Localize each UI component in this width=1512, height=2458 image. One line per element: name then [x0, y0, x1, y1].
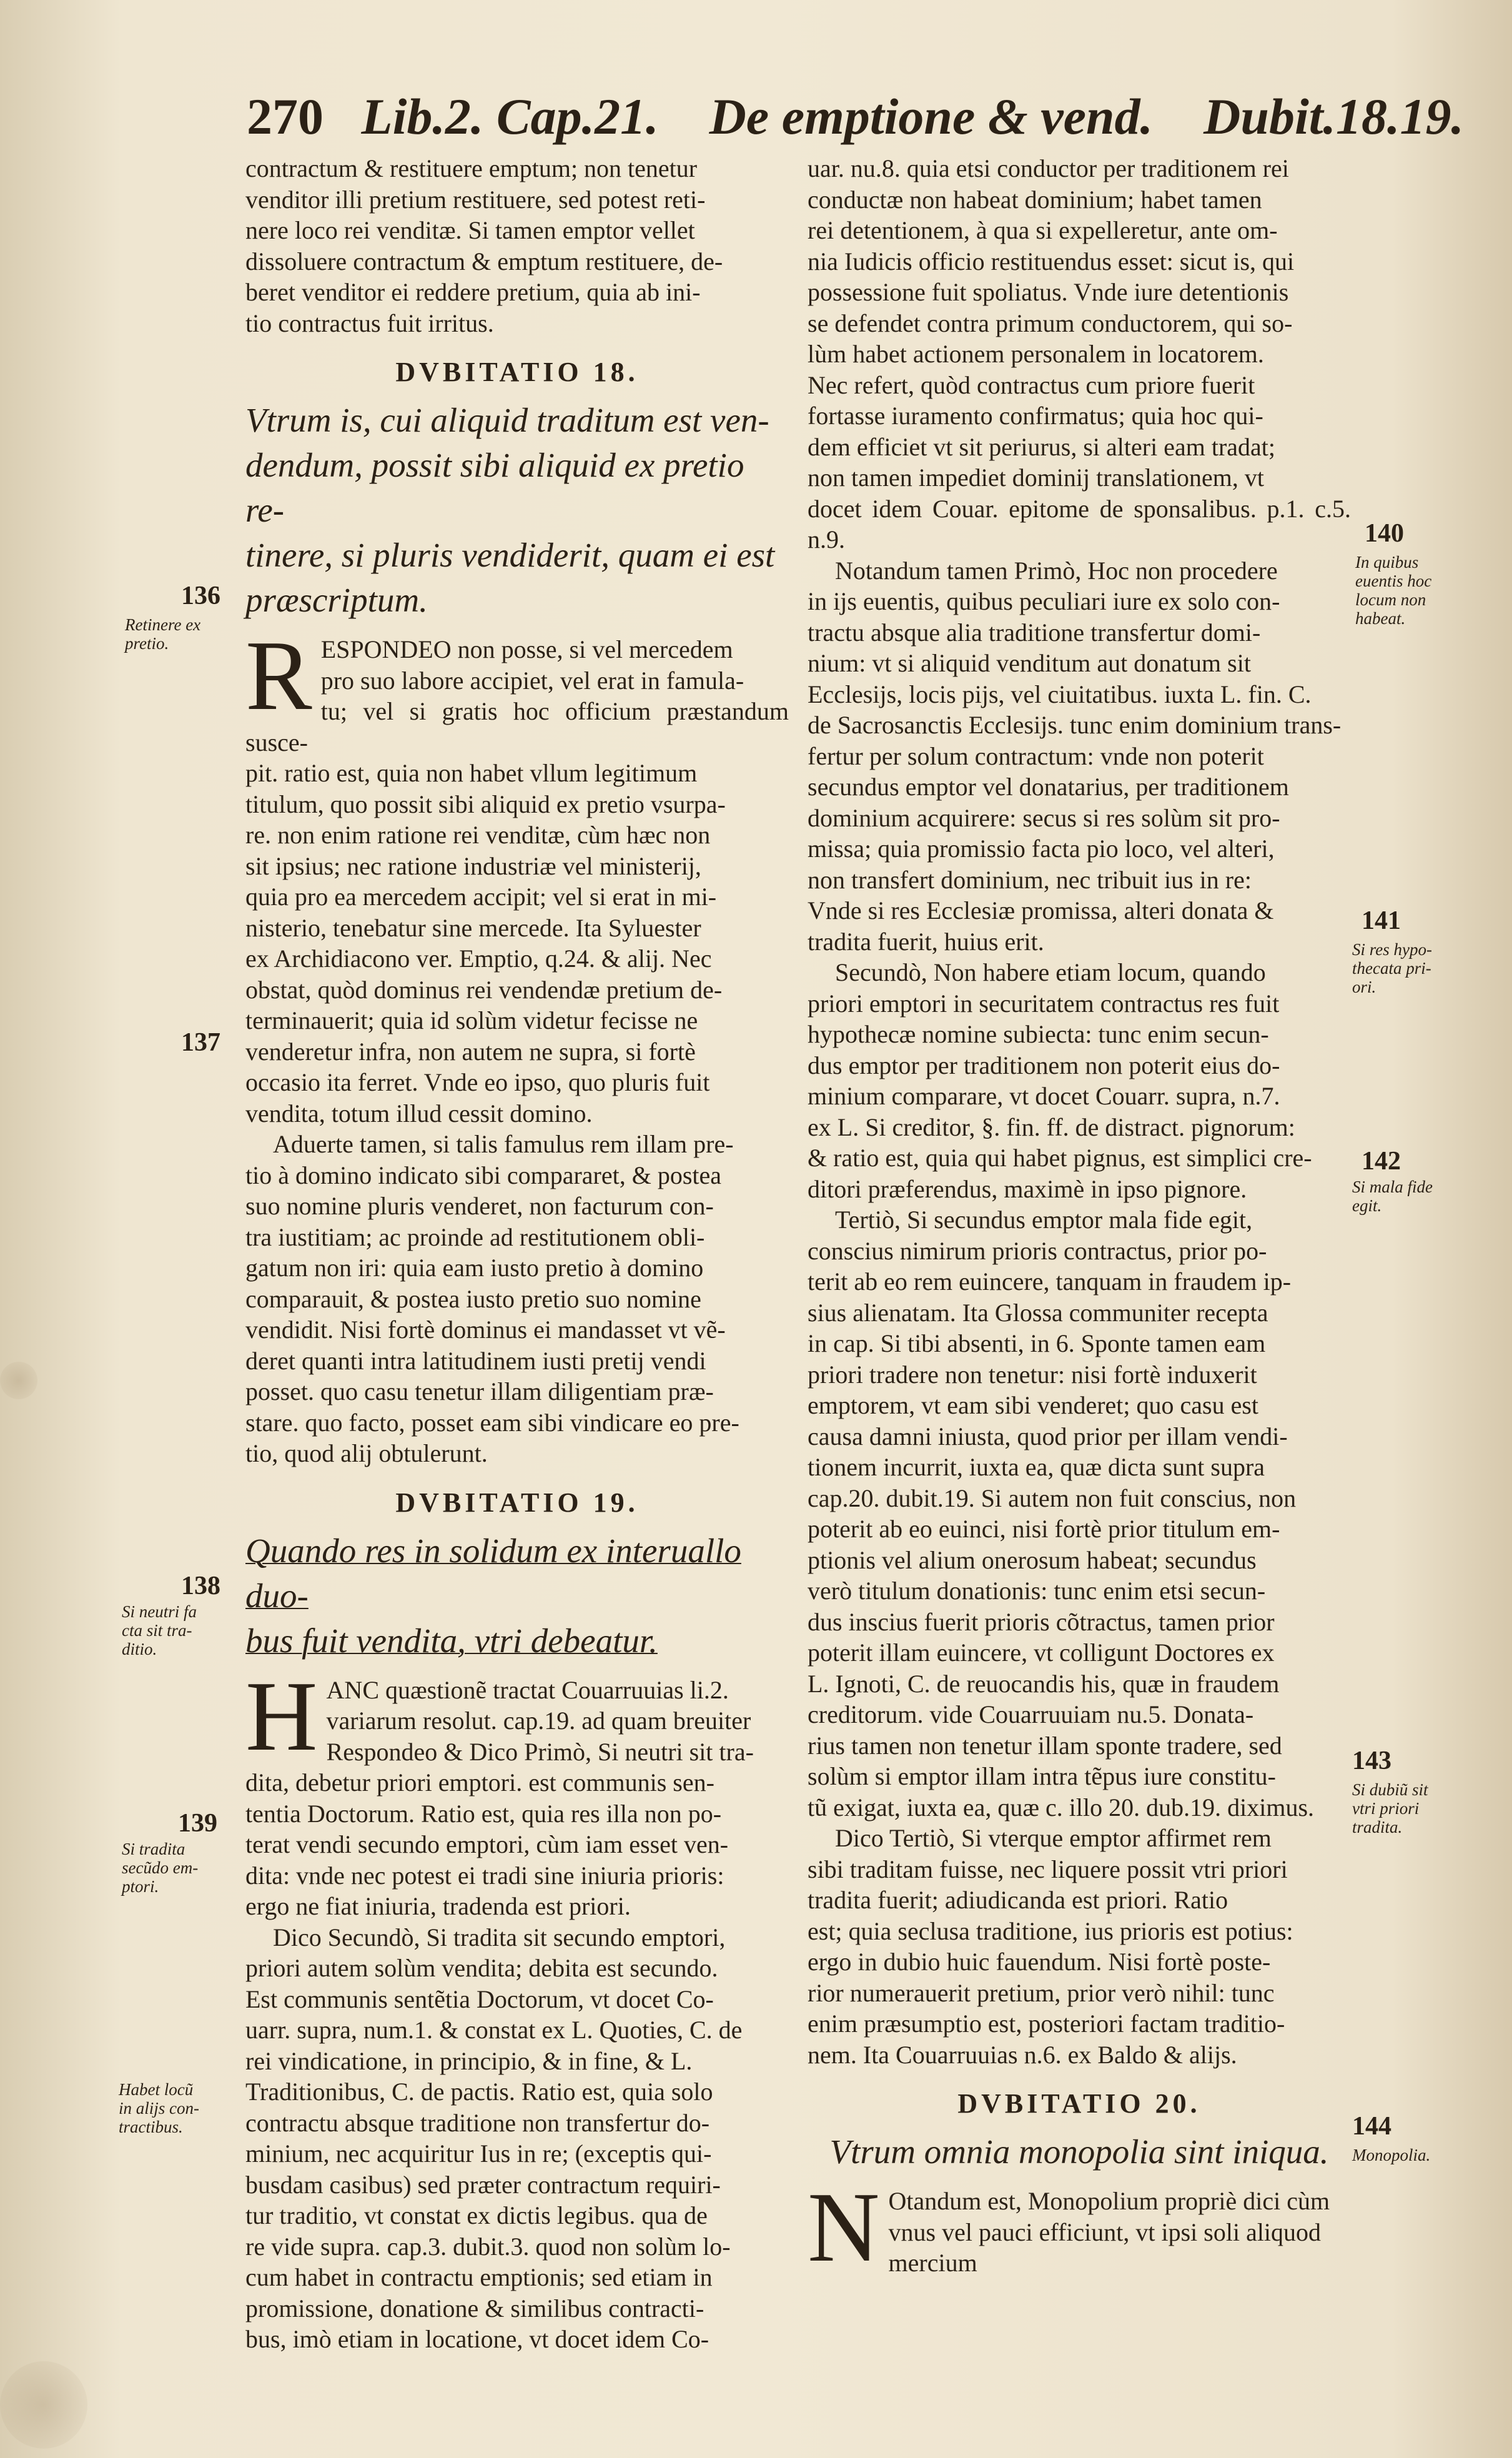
paragraph: ESPONDEO non posse, si vel mercedem pro suo labore accipiet, vel erat in famula- tu; vel si gratis hoc officium præstandum susce- pit. ratio est, quia non habet vllum legitimum titulum, quo possit sibi aliquid ex pretio vsurpa- re. non enim ratione rei venditæ, cùm hæc non sit ipsius; nec ratione industriæ vel ministerij, quia pro ea mercedem accipit; vel si erat in mi- nisterio, tenebatur sine mercede. Ita Syluester ex Archidiacono ver. Emptio, q.24. & alij. Nec obstat, quòd dominus rei vendendæ pretium de- terminauerit; quia id solùm videtur fecisse ne venderetur infra, non autem ne supra, si fortè occasio ita ferret. Vnde eo ipso, quo pluris fuit vendita, totum illud cessit domino. [245, 635, 789, 1127]
dubitatio-heading: DVBITATIO 19. [395, 1487, 639, 1518]
margin-note: Si tradita secũdo em- ptori. [122, 1840, 199, 1896]
paragraph: Otandum est, Monopolium propriè dici cùm vnus vel pauci efficiunt, vt ipsi soli aliquod mercium [888, 2187, 1330, 2277]
paragraph-with-initial [245, 620, 789, 1129]
paragraph: ANC quæstionẽ tractat Couarruuias li.2. variarum resolut. cap.19. ad quam breuiter Respondeo & Dico Primò, Si neutri sit tra- dita, debetur priori emptori. est communis sen- tentia Doctorum. Ratio est, quia res illa non po- terat vendi secundo emptori, cùm iam esset ven- dita: vnde nec potest ei tradi sine iniuria prioris: ergo ne fiat iniuria, tradenda est priori. [245, 1675, 754, 1920]
header-book: Lib.2. Cap.21. [361, 88, 659, 145]
margin-note: Retinere ex pretio. [125, 615, 201, 653]
margin-number: 141 [1361, 906, 1401, 935]
margin-note: Habet locũ in alijs con- tractibus. [119, 2080, 199, 2136]
paragraph: Notandum tamen Primò, Hoc non procedere in ijs euentis, quibus peculiari iure ex solo con- tractu absque alia traditione transfertur domi- nium: vt si aliquid venditum aut donatum sit Ecclesijs, locis pijs, vel ciuitatibus. iuxta L. fin. C. de Sacrosanctis Ecclesijs. tunc enim dominium trans- fertur per solum contractum: vnde non poterit secundus emptor vel donatarius, per traditionem dominium acquirere: secus si res solùm sit pro- missa; quia promissio facta pio loco, vel alteri, non transfert dominium, nec tribuit ius in re: Vnde si res Ecclesiæ promissa, alteri donata & tradita fuerit, huius erit. [808, 556, 1342, 956]
paragraph: Dico Tertiò, Si vterque emptor affirmet rem sibi traditam fuisse, nec liquere possit vtri priori tradita fuerit; adiudicanda est priori. Ratio est; quia seclusa traditione, ius prioris est potius: ergo in dubio huic fauendum. Nisi fortè poste- rior numerauerit pretium, prior verò nihil: tunc enim præsumptio est, posteriori factam traditio- nem. Ita Couarruuias n.6. ex Baldo & alijs. [808, 1824, 1293, 2069]
question-title: Vtrum omnia monopolia sint iniqua. [829, 2133, 1329, 2171]
margin-number: 139 [178, 1809, 217, 1838]
left-column [245, 153, 789, 2355]
paragraph: uar. nu.8. quia etsi conductor per traditionem rei conductæ non habeat dominium; habet tamen rei detentionem, à qua si expelleretur, ante om- nia Iudicis officio restituendus esset: sicut is, qui possessione fuit spoliatus. Vnde iure detentionis se defendet contra primum conductorem, qui so- lùm habet actionem personalem in locatorem. Nec refert, quòd contractus cum priore fuerit fortasse iuramento confirmatus; quia hoc qui- dem efficiet vt sit periurus, si alteri eam tradat; non tamen impediet dominij translationem, vt docet idem Couar. epitome de sponsalibus. p.1. c.5. n.9. [808, 154, 1351, 553]
paragraph-with-initial [245, 1660, 789, 1922]
paper-stain [0, 1362, 37, 1399]
margin-note: Si res hypo- thecata pri- ori. [1352, 940, 1432, 996]
margin-number: 136 [181, 582, 220, 610]
drop-cap: H [245, 1660, 318, 1772]
margin-note: Si mala fide egit. [1352, 1177, 1433, 1215]
margin-note: Si neutri fa cta sit tra- ditio. [122, 1602, 197, 1658]
margin-number: 138 [181, 1572, 220, 1600]
header-dubit: Dubit.18.19. [1203, 88, 1465, 145]
right-column [808, 153, 1351, 2282]
running-header [247, 87, 1471, 146]
margin-note: In quibus euentis hoc locum non habeat. [1355, 553, 1432, 628]
dubitatio-heading: DVBITATIO 18. [395, 357, 639, 387]
paragraph-with-initial [808, 2171, 1351, 2282]
margin-note: Si dubiũ sit vtri priori tradita. [1352, 1780, 1428, 1836]
margin-note: Monopolia. [1352, 2146, 1431, 2164]
question-title: Quando res in solidum ex interuallo duo- bus fuit vendita, vtri debeatur. [245, 1531, 741, 1660]
margin-number: 143 [1352, 1747, 1391, 1775]
margin-number: 142 [1361, 1147, 1401, 1176]
paragraph: Dico Secundò, Si tradita sit secundo emptori, priori autem solùm vendita; debita est secundo. Est communis sentẽtia Doctorum, vt docet Co- uarr. supra, num.1. & constat ex L. Quoties, C. de rei vindicatione, in principio, & in fine, & L. Traditionibus, C. de pactis. Ratio est, quia solo contractu absque traditione non transfertur do- minium, nec acquiritur Ius in re; (exceptis qui- busdam casibus) sed præter contractum requiri- tur traditio, vt constat ex dictis legibus. qua de re vide supra. cap.3. dubit.3. quod non solùm lo- cum habet in contractu emptionis; sed etiam in promissione, donatione & similibus contracti- bus, imò etiam in locatione, vt docet idem Co- [245, 1923, 743, 2353]
paragraph: Aduerte tamen, si talis famulus rem illam pre- tio à domino indicato sibi compararet, & postea suo nomine pluris venderet, non facturum con- tra iustitiam; ac proinde ad restitutionem obli- gatum non iri: quia eam iusto pretio à domino comparauit, & postea iusto pretio suo nomine vendidit. Nisi fortè dominus ei mandasset vt vẽ- deret quanti intra latitudinem iusti pretij vendi posset. quo casu tenetur illam diligentiam præ- stare. quo facto, posset eam sibi vindicare eo pre- tio, quod alij obtulerunt. [245, 1130, 739, 1467]
margin-number: 140 [1365, 519, 1404, 548]
paper-stain [0, 2361, 87, 2449]
margin-number: 144 [1352, 2112, 1391, 2141]
question-title: Vtrum is, cui aliquid traditum est ven- dendum, possit sibi aliquid ex pretio re- tinere, si pluris vendiderit, quam ei est præscriptum. [245, 401, 775, 619]
margin-number: 137 [181, 1028, 220, 1057]
page-number: 270 [247, 88, 324, 145]
paragraph: contractum & restituere emptum; non tenetur venditor illi pretium restituere, sed potest reti- nere loco rei venditæ. Si tamen emptor vellet dissoluere contractum & emptum restituere, de- beret venditor ei reddere pretium, quia ab ini- tio contractus fuit irritus. [245, 154, 723, 337]
dubitatio-heading: DVBITATIO 20. [957, 2088, 1201, 2119]
header-title: De emptione & vend. [709, 88, 1154, 145]
paragraph: Secundò, Non habere etiam locum, quando priori emptori in securitatem contractus res fuit hypothecæ nomine subiecta: tunc enim secun- dus emptor per traditionem non poterit eius do- minium comparare, vt docet Couarr. supra, n.7. ex L. Si creditor, §. fin. ff. de distract. pignorum: & ratio est, quia qui habet pignus, est simplici cre- ditori præferendus, maximè in ipso pignore. [808, 958, 1312, 1203]
drop-cap: R [245, 620, 312, 731]
paragraph: Tertiò, Si secundus emptor mala fide egit, conscius nimirum prioris contractus, prior po- terit ab eo rem euincere, tanquam in fraudem ip- sius alienatam. Ita Glossa communiter recepta in cap. Si tibi absenti, in 6. Sponte tamen eam priori tradere non tenetur: nisi fortè induxerit emptorem, vt eam sibi venderet; quo casu est causa damni iniusta, quod prior per illam vendi- tionem incurrit, iuxta ea, quæ dicta sunt supra cap.20. dubit.19. Si autem non fuit conscius, non poterit ab eo euinci, nisi fortè prior titulum em- ptionis vel alium onerosum habeat; secundus verò titulum donationis: tunc enim etsi secun- dus inscius fuerit prioris cõtractus, tamen prior poterit illam euincere, vt colligunt Doctores ex L. Ignoti, C. de reuocandis his, quæ in fraudem creditorum. vide Couarruuiam nu.5. Donata- rius tamen non tenetur illam sponte tradere, sed solùm si emptor illam intra tẽpus iure constitu- tũ exigat, iuxta ea, quæ c. illo 20. dub.19. diximus. [808, 1206, 1315, 1821]
drop-cap: N [808, 2171, 880, 2282]
